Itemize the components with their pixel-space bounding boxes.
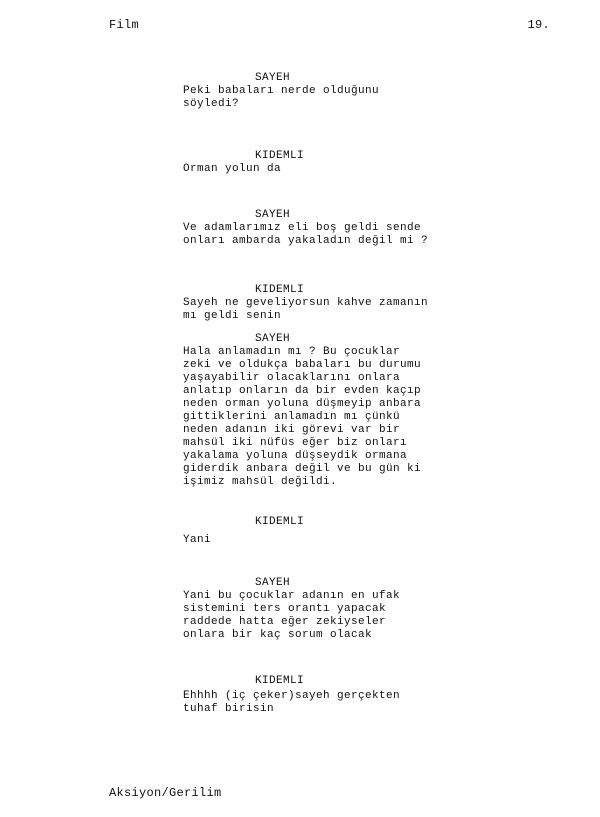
character-name: SAYEH [255, 72, 291, 84]
dialogue-line: giderdik anbara değil ve bu gün ki [183, 463, 422, 475]
dialogue-line: gittiklerini anlamadın mı çünkü [183, 411, 401, 423]
dialogue-block [183, 150, 463, 176]
character-name: KIDEMLI [255, 284, 305, 296]
dialogue-line: onları ambarda yakaladın değil mi ? [183, 235, 429, 247]
dialogue-line: Peki babaları nerde olduğunu [183, 85, 380, 97]
dialogue-line: neden adanın iki görevi var bir [183, 424, 401, 436]
dialogue-line: raddede hatta eğer zekiyseler [183, 616, 387, 628]
header-title: Film [109, 18, 140, 32]
dialogue-block [183, 72, 463, 111]
dialogue-line: işimiz mahsül değildi. [183, 476, 338, 488]
dialogue-line: Orman yolun da [183, 163, 282, 175]
dialogue-line: mahsül iki nüfüs eğer biz onları [183, 437, 408, 449]
dialogue-line: neden orman yoluna düşmeyip anbara [183, 398, 422, 410]
dialogue-line: Ehhhh (iç çeker)sayeh gerçekten [183, 690, 401, 702]
character-name: SAYEH [255, 209, 291, 221]
dialogue-line: söyledi? [183, 98, 240, 110]
dialogue-block [183, 209, 463, 248]
dialogue-line: Hala anlamadın mı ? Bu çocuklar [183, 346, 401, 358]
dialogue-line: Sayeh ne geveliyorsun kahve zamanın [183, 297, 429, 309]
dialogue-line: onlara bir kaç sorum olacak [183, 629, 373, 641]
character-name: KIDEMLI [255, 675, 305, 687]
page-number: 19. [527, 18, 550, 32]
dialogue-block [183, 516, 463, 547]
dialogue-line: tuhaf birisin [183, 703, 275, 715]
dialogue-line: Ve adamlarımız eli boş geldi sende [183, 222, 422, 234]
dialogue-line: mı geldi senin [183, 310, 282, 322]
dialogue-line: zeki ve oldukça babaları bu durumu [183, 359, 422, 371]
character-name: KIDEMLI [255, 516, 305, 528]
dialogue-line: Yani bu çocuklar adanın en ufak [183, 590, 401, 602]
dialogue-line: sistemini ters orantı yapacak [183, 603, 387, 615]
dialogue-block [183, 577, 463, 642]
dialogue-line: yaşayabilir olacaklarını onlara [183, 372, 401, 384]
dialogue-line: yakalama yoluna düşseydik ormana [183, 450, 408, 462]
character-name: SAYEH [255, 333, 291, 345]
character-name: SAYEH [255, 577, 291, 589]
dialogue-block [183, 333, 463, 489]
dialogue-block [183, 675, 463, 716]
character-name: KIDEMLI [255, 150, 305, 162]
dialogue-line: anlatıp onların da bir evden kaçıp [183, 385, 422, 397]
dialogue-block [183, 284, 463, 323]
dialogue-line: Yani [183, 534, 212, 546]
footer-genre: Aksiyon/Gerilim [109, 786, 222, 800]
